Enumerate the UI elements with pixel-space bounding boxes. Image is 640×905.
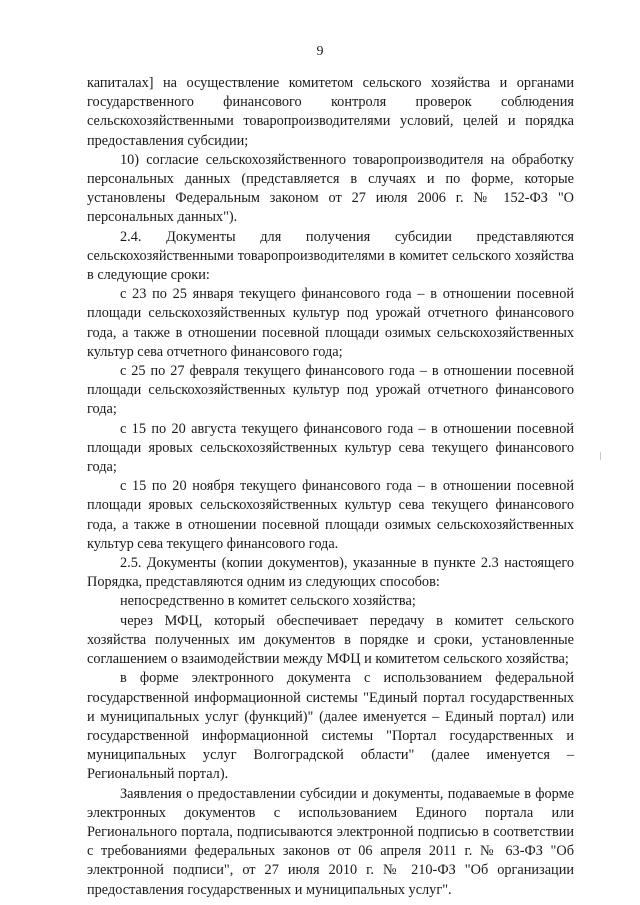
paragraph: 2.5. Документы (копии документов), указанные в пункте 2.3 настоящего Порядка, представляются одним из следующих способов:	[87, 555, 574, 591]
paragraph: Заявления о предоставлении субсидии и документы, подаваемые в форме электронных документов с использованием Единого портала или Регионального портала, подписываются электронной подписью в соответствии с требованиями федеральных законов от 06 апреля 2011 г. № 63-ФЗ "Об электронной подписи", от 27 июля 2010 г. № 210-ФЗ "Об организации предоставления государственных и муниципальных услуг".	[87, 785, 574, 898]
page-number: 9	[316, 44, 324, 59]
paragraph: с 25 по 27 февраля текущего финансового года – в отношении посевной площади сельскохозяйственных культур под урожай отчетного финансового года;	[87, 363, 574, 418]
paragraph: 10) согласие сельскохозяйственного товаропроизводителя на обработку персональных данных (представляется в случаях и по форме, которые установлены Федеральным законом от 27 июля 2006 г. № 152-ФЗ "О персональных данных").	[87, 151, 574, 226]
paragraph: в форме электронного документа с использованием федеральной государственной информационной системы "Единый портал государственных и муниципальных услуг (функций)" (далее именуется – Единый портал) или государственной информационной системы "Портал государственных и муниципальных услуг Волгоградской области" (далее именуется – Региональный портал).	[87, 670, 574, 783]
paragraph: 2.4. Документы для получения субсидии представляются сельскохозяйственными товаропроизводителями в комитет сельского хозяйства в следующие сроки:	[87, 228, 574, 284]
paragraph: с 23 по 25 января текущего финансового года – в отношении посевной площади сельскохозяйственных культур под урожай отчетного финансового года, а также в отношении посевной площади озимых сельскохозяйственных культур сева отчетного финансового года;	[87, 286, 574, 360]
scan-margin-mark	[600, 452, 601, 460]
paragraph: через МФЦ, который обеспечивает передачу в комитет сельского хозяйства полученных им документов в порядке и сроки, установленные соглашением о взаимодействии между МФЦ и комитетом сельского хозяйства;	[87, 612, 574, 668]
paragraph: капиталах] на осуществление комитетом сельского хозяйства и органами государственного финансового контроля проверок соблюдения сельскохозяйственными товаропроизводителями условий, целей и порядка предоставления субсидии;	[87, 75, 574, 149]
paragraph: с 15 по 20 августа текущего финансового года – в отношении посевной площади яровых сельскохозяйственных культур сева текущего финансового года;	[87, 420, 574, 476]
document-body	[87, 74, 574, 900]
paragraph: непосредственно в комитет сельского хозяйства;	[120, 593, 416, 610]
paragraph: с 15 по 20 ноября текущего финансового года – в отношении посевной площади яровых сельскохозяйственных культур сева текущего финансового года, а также в отношении посевной площади озимых сельскохозяйственных культур сева текущего финансового года.	[87, 478, 574, 552]
